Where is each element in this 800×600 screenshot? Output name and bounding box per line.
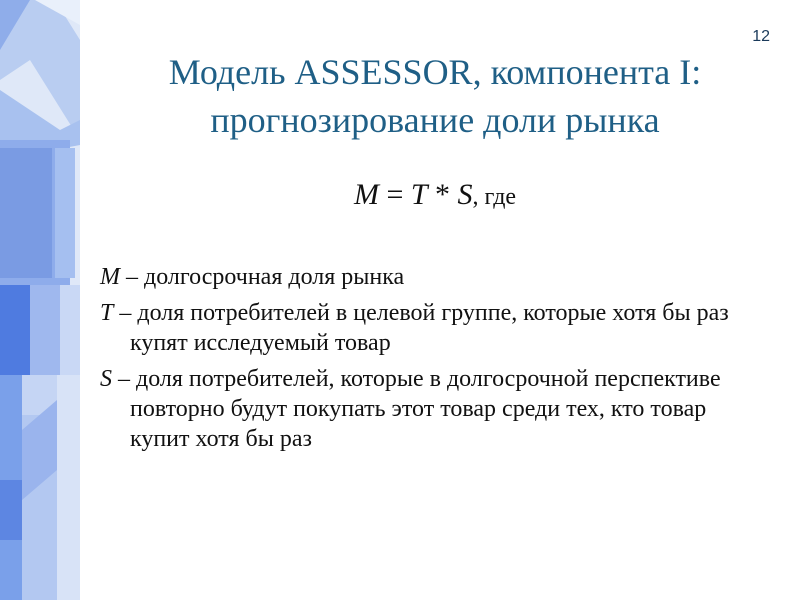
definitions-list — [100, 262, 760, 460]
decorative-side-strip — [0, 0, 80, 600]
definition-s — [100, 364, 760, 454]
definition-text: – долгосрочная доля рынка — [120, 264, 405, 290]
formula-t: T — [410, 178, 428, 211]
definition-t — [100, 298, 760, 358]
slide-number: 12 — [752, 28, 770, 45]
definition-m — [100, 262, 760, 292]
formula — [90, 178, 780, 212]
definition-symbol: M — [100, 264, 120, 290]
formula-m: M — [353, 178, 379, 211]
definition-text: – доля потребителей в целевой группе, которые хотя бы раз купят исследуемый товар — [113, 300, 729, 356]
formula-suffix: , где — [472, 184, 517, 210]
slide-title — [90, 48, 780, 144]
formula-s: S — [457, 178, 473, 211]
definition-text: – доля потребителей, которые в долгосрочной перспективе повторно будут покупать этот товар среди тех, кто товар купит хотя бы раз — [112, 366, 721, 452]
definition-symbol: S — [100, 366, 112, 392]
definition-symbol: T — [100, 300, 114, 326]
title-line-2: прогнозирование доли рынка — [210, 100, 660, 140]
title-line-1: Модель ASSESSOR, компонента I: — [168, 52, 702, 92]
formula-equals: = — [378, 178, 411, 211]
formula-multiply: * — [427, 178, 458, 211]
